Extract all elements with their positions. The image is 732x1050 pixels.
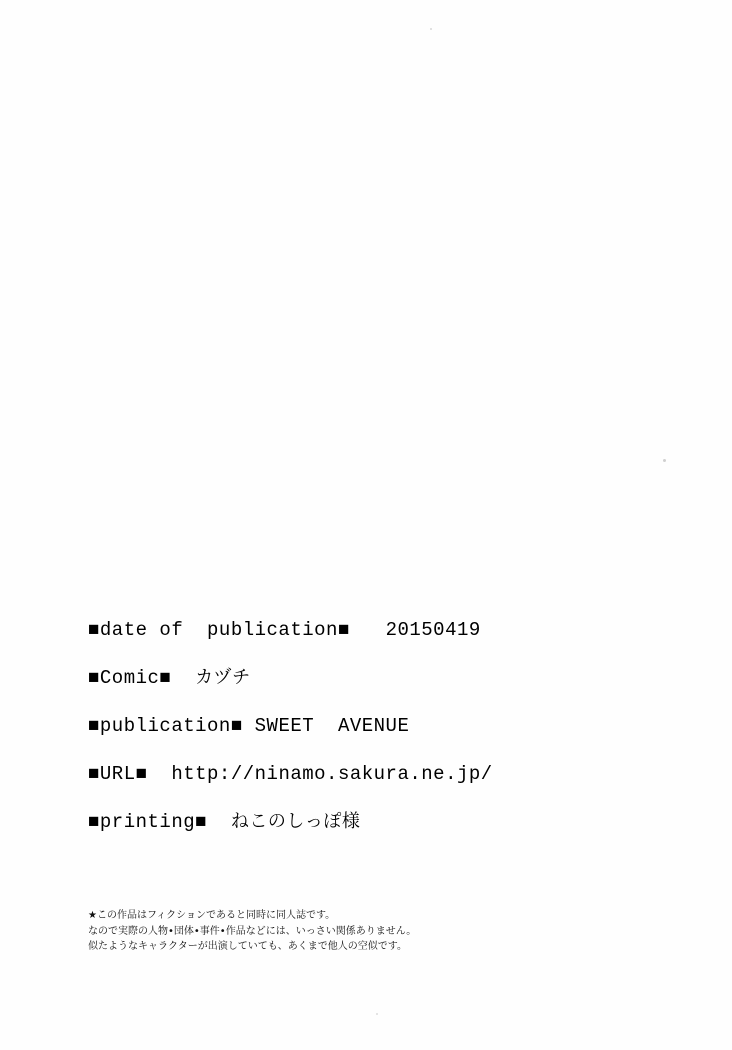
colophon-label-url: ■URL■: [88, 762, 148, 785]
colophon-value-comic: カヅチ: [195, 666, 251, 688]
colophon-value-url[interactable]: http://ninamo.sakura.ne.jp/: [171, 762, 493, 785]
disclaimer-line-3: 似たようなキャラクターが出演していても、あくまで他人の空似です。: [88, 941, 407, 952]
paper-speck-icon: [430, 28, 432, 30]
disclaimer-line-2: なので実際の人物•団体•事件•作品などには、いっさい関係ありません。: [88, 925, 417, 937]
colophon-row-comic: [88, 668, 648, 689]
colophon-row-publication: [88, 716, 648, 737]
colophon-label-publication: ■publication■: [88, 714, 243, 737]
colophon-label-comic: ■Comic■: [88, 666, 172, 689]
disclaimer-line-1: ★この作品はフィクションであると同時に同人誌です。: [88, 910, 336, 921]
colophon-label-date: ■date of publication■: [88, 619, 350, 641]
paper-speck-icon: [376, 1013, 378, 1015]
disclaimer-block: [88, 908, 508, 955]
colophon-value-publication: SWEET AVENUE: [254, 714, 410, 737]
colophon-value-printing: ねこのしっぽ様: [230, 810, 361, 832]
colophon-row-url: [88, 764, 648, 785]
colophon-block: [88, 620, 648, 832]
colophon-label-printing: ■printing■: [88, 810, 208, 833]
paper-speck-icon: [663, 459, 666, 462]
colophon-row-printing: [88, 812, 648, 833]
colophon-value-date: 20150419: [385, 619, 481, 641]
colophon-row-date: [88, 620, 648, 641]
